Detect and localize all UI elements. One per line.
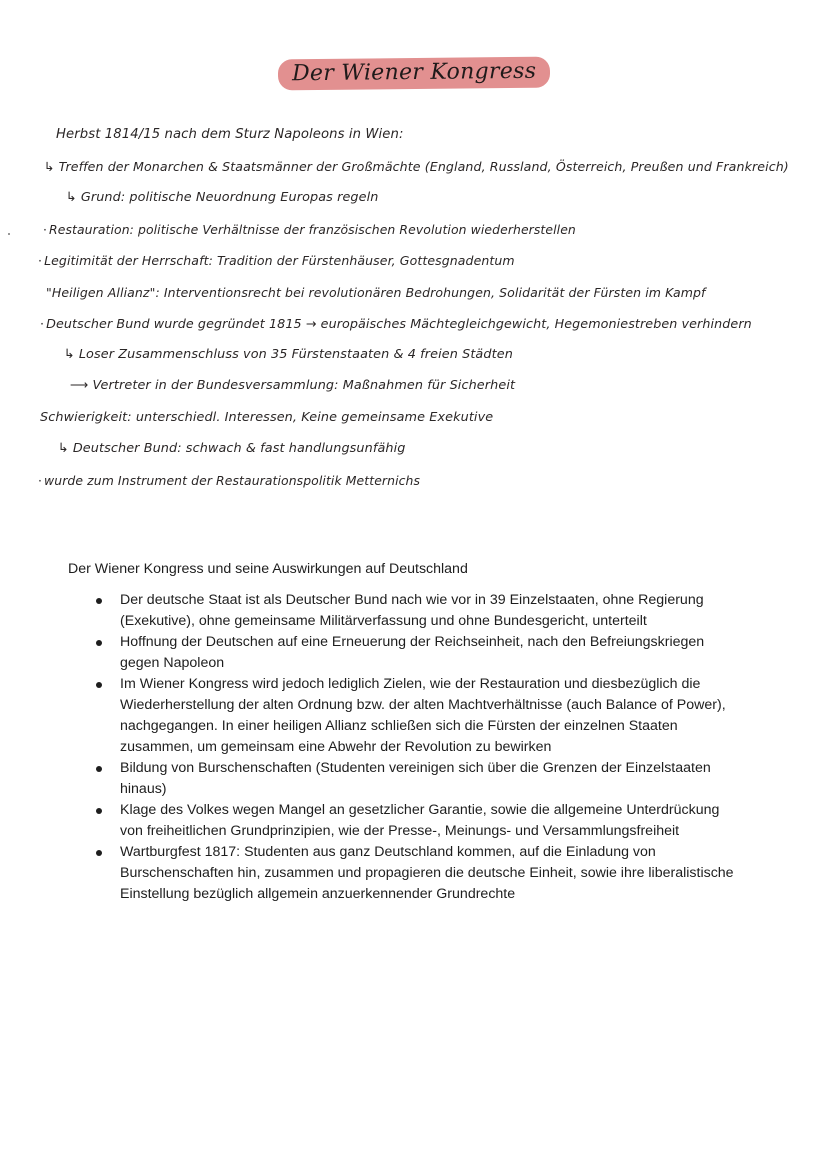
- note-text: wurde zum Instrument der Restaurationspolitik Metternichs: [44, 473, 421, 488]
- title-block: [0, 58, 828, 89]
- note-line-12: [38, 473, 420, 488]
- note-line-6: [46, 285, 706, 300]
- bullet-list: [94, 590, 734, 905]
- note-line-10: [40, 410, 493, 425]
- list-item: Der deutsche Staat ist als Deutscher Bund nach wie vor in 39 Einzelstaaten, ohne Regierung (Exekutive), ohne gemeinsame Militärverfassung und ohne Bundesgericht, unterteilt: [94, 590, 734, 632]
- bullet-dot-icon: ·: [38, 473, 43, 488]
- note-line-3: [66, 190, 379, 205]
- bullet-dot-icon: ·: [43, 222, 48, 237]
- bullet-dot-icon: ·: [38, 253, 43, 268]
- note-text: "Heiligen Allianz": Interventionsrecht bei revolutionären Bedrohungen, Solidarität der Fürsten im Kampf: [46, 285, 706, 300]
- note-text: Deutscher Bund wurde gegründet 1815 → europäisches Mächtegleichgewicht, Hegemoniestreben verhindern: [46, 316, 752, 331]
- note-line-8: [64, 347, 513, 362]
- list-item: Hoffnung der Deutschen auf eine Erneuerung der Reichseinheit, nach den Befreiungskriegen gegen Napoleon: [94, 632, 734, 674]
- return-arrow-icon: ↳: [58, 441, 69, 456]
- note-text: Schwierigkeit: unterschiedl. Interessen, Keine gemeinsame Exekutive: [40, 410, 494, 425]
- note-text: Vertreter in der Bundesversammlung: Maßnahmen für Sicherheit: [92, 378, 516, 393]
- list-item: Im Wiener Kongress wird jedoch lediglich Zielen, wie der Restauration und diesbezüglich die Wiederherstellung der alten Ordnung bzw. der alten Machtverhältnisse (auch Balance of Power), nachgegangen. In einer heiligen Allianz schließen sich die Fürsten der einzelnen Staaten zusammen, um gemeinsam eine Abwehr der Revolution zu bewirken: [94, 674, 734, 758]
- note-text: Deutscher Bund: schwach & fast handlungsunfähig: [72, 441, 406, 456]
- note-text: Loser Zusammenschluss von 35 Fürstenstaaten & 4 freien Städten: [78, 347, 513, 362]
- stray-dot: [8, 233, 10, 235]
- return-arrow-icon: ↳: [66, 190, 77, 205]
- list-item: Klage des Volkes wegen Mangel an gesetzlicher Garantie, sowie die allgemeine Unterdrückung von freiheitlichen Grundprinzipien, wie der Presse-, Meinungs- und Versammlungsfreiheit: [94, 800, 734, 842]
- note-text: Legitimität der Herrschaft: Tradition der Fürstenhäuser, Gottesgnadentum: [44, 253, 515, 268]
- note-line-2: [44, 159, 789, 174]
- right-arrow-icon: ⟶: [70, 378, 89, 393]
- note-text: Treffen der Monarchen & Staatsmänner der Großmächte (England, Russland, Österreich, Preußen und Frankreich): [58, 159, 789, 174]
- note-line-9: [70, 378, 515, 393]
- note-line-7: [40, 316, 752, 331]
- list-item: Wartburgfest 1817: Studenten aus ganz Deutschland kommen, auf die Einladung von Burschenschaften hin, zusammen und propagieren die deutsche Einheit, sowie ihre liberalistische Einstellung bezüglich allgemein anzuerkennender Grundrechte: [94, 842, 734, 905]
- note-text: Restauration: politische Verhältnisse der französischen Revolution wiederherstellen: [49, 222, 576, 237]
- note-text: Grund: politische Neuordnung Europas regeln: [80, 190, 379, 205]
- note-text: Herbst 1814/15 nach dem Sturz Napoleons in Wien:: [56, 127, 404, 142]
- return-arrow-icon: ↳: [64, 347, 75, 362]
- return-arrow-icon: ↳: [44, 159, 55, 174]
- bullet-dot-icon: ·: [40, 316, 45, 331]
- section-heading: Der Wiener Kongress und seine Auswirkungen auf Deutschland: [68, 561, 468, 577]
- note-line-1: [56, 127, 404, 142]
- note-line-4: [43, 222, 576, 237]
- note-line-11: [58, 441, 406, 456]
- note-line-5: [38, 253, 515, 268]
- list-item: Bildung von Burschenschaften (Studenten vereinigen sich über die Grenzen der Einzelstaaten hinaus): [94, 758, 734, 800]
- title-highlight: [278, 57, 551, 91]
- page-title: Der Wiener Kongress: [291, 58, 537, 87]
